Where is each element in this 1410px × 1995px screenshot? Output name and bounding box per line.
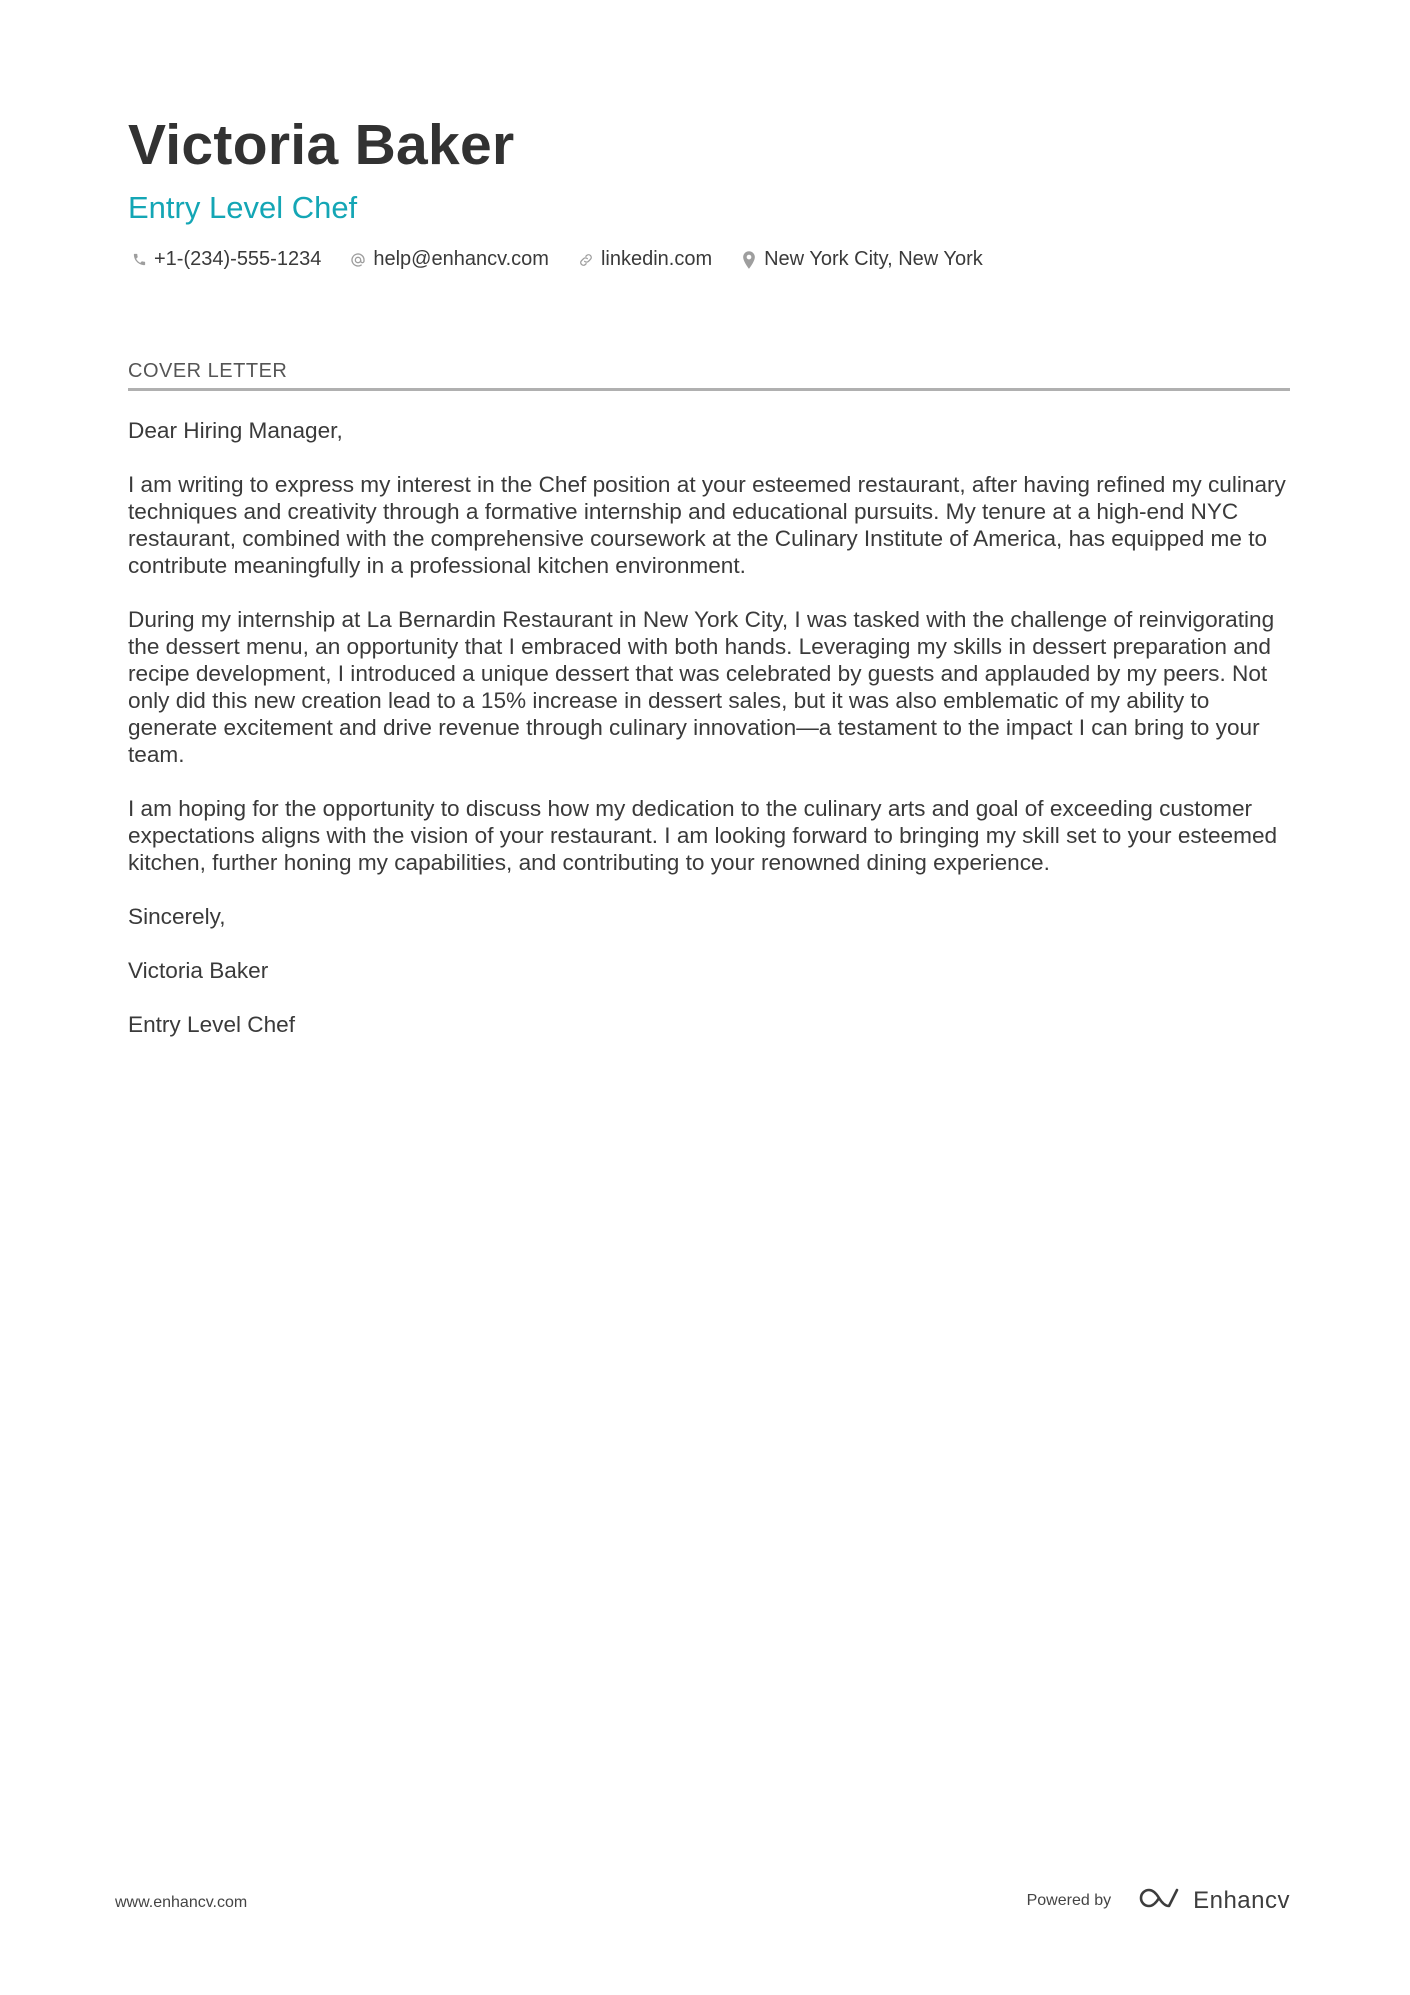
footer-branding — [1027, 1886, 1290, 1915]
link-icon — [575, 249, 597, 271]
greeting: Dear Hiring Manager, — [128, 418, 343, 443]
email-text[interactable]: help@enhancv.com — [373, 248, 549, 270]
footer-website[interactable]: www.enhancv.com — [115, 1894, 248, 1911]
link-text[interactable]: linkedin.com — [600, 248, 713, 270]
paragraph-3: I am hoping for the opportunity to discuss how my dedication to the culinary arts and goal of exceeding customer expectations aligns with the vision of your restaurant. I am looking forward to bringing my skill set to your esteemed kitchen, further honing my capabilities, and contributing to your renowned dining experience. — [128, 796, 1278, 875]
paragraph-1: I am writing to express my interest in the Chef position at your esteemed restaurant, after having refined my culinary techniques and creativity through a formative internship and educational pursuits. My tenure at a high-end NYC restaurant, combined with the comprehensive coursework at the Culinary Institute of America, has equipped me to contribute meaningfully in a professional kitchen environment. — [128, 472, 1286, 578]
paragraph-2: During my internship at La Bernardin Restaurant in New York City, I was tasked with the challenge of reinvigorating the dessert menu, an opportunity that I embraced with both hands. Leveraging my skills in dessert preparation and recipe development, I introduced a unique dessert that was celebrated by guests and applauded by my peers. Not only did this new creation lead to a 15% increase in dessert sales, but it was also emblematic of my ability to generate excitement and drive revenue through culinary innovation—a testament to the impact I can bring to your team. — [128, 607, 1275, 767]
location-text: New York City, New York — [764, 248, 983, 270]
cover-letter-section — [128, 358, 1290, 1065]
candidate-name: Victoria Baker — [128, 113, 515, 177]
enhancv-logo-icon — [1137, 1886, 1185, 1915]
job-title: Entry Level Chef — [128, 190, 358, 225]
contact-bar — [128, 248, 1288, 271]
phone-icon — [128, 249, 150, 271]
location-pin-icon — [738, 249, 760, 271]
contact-email[interactable] — [347, 248, 549, 271]
phone-text: +1-(234)-555-1234 — [154, 248, 322, 270]
contact-phone — [128, 248, 321, 271]
contact-location — [738, 248, 983, 271]
brand-name: Enhancv — [1193, 1886, 1290, 1914]
signature-title: Entry Level Chef — [128, 1012, 296, 1037]
header — [128, 110, 1288, 271]
contact-link[interactable] — [575, 248, 712, 271]
section-title: COVER LETTER — [128, 358, 1290, 391]
signature-name: Victoria Baker — [128, 958, 269, 983]
at-icon — [347, 249, 369, 271]
letter-body — [128, 417, 1290, 1038]
closing: Sincerely, — [128, 904, 226, 929]
powered-by-text: Powered by — [1026, 1891, 1112, 1909]
